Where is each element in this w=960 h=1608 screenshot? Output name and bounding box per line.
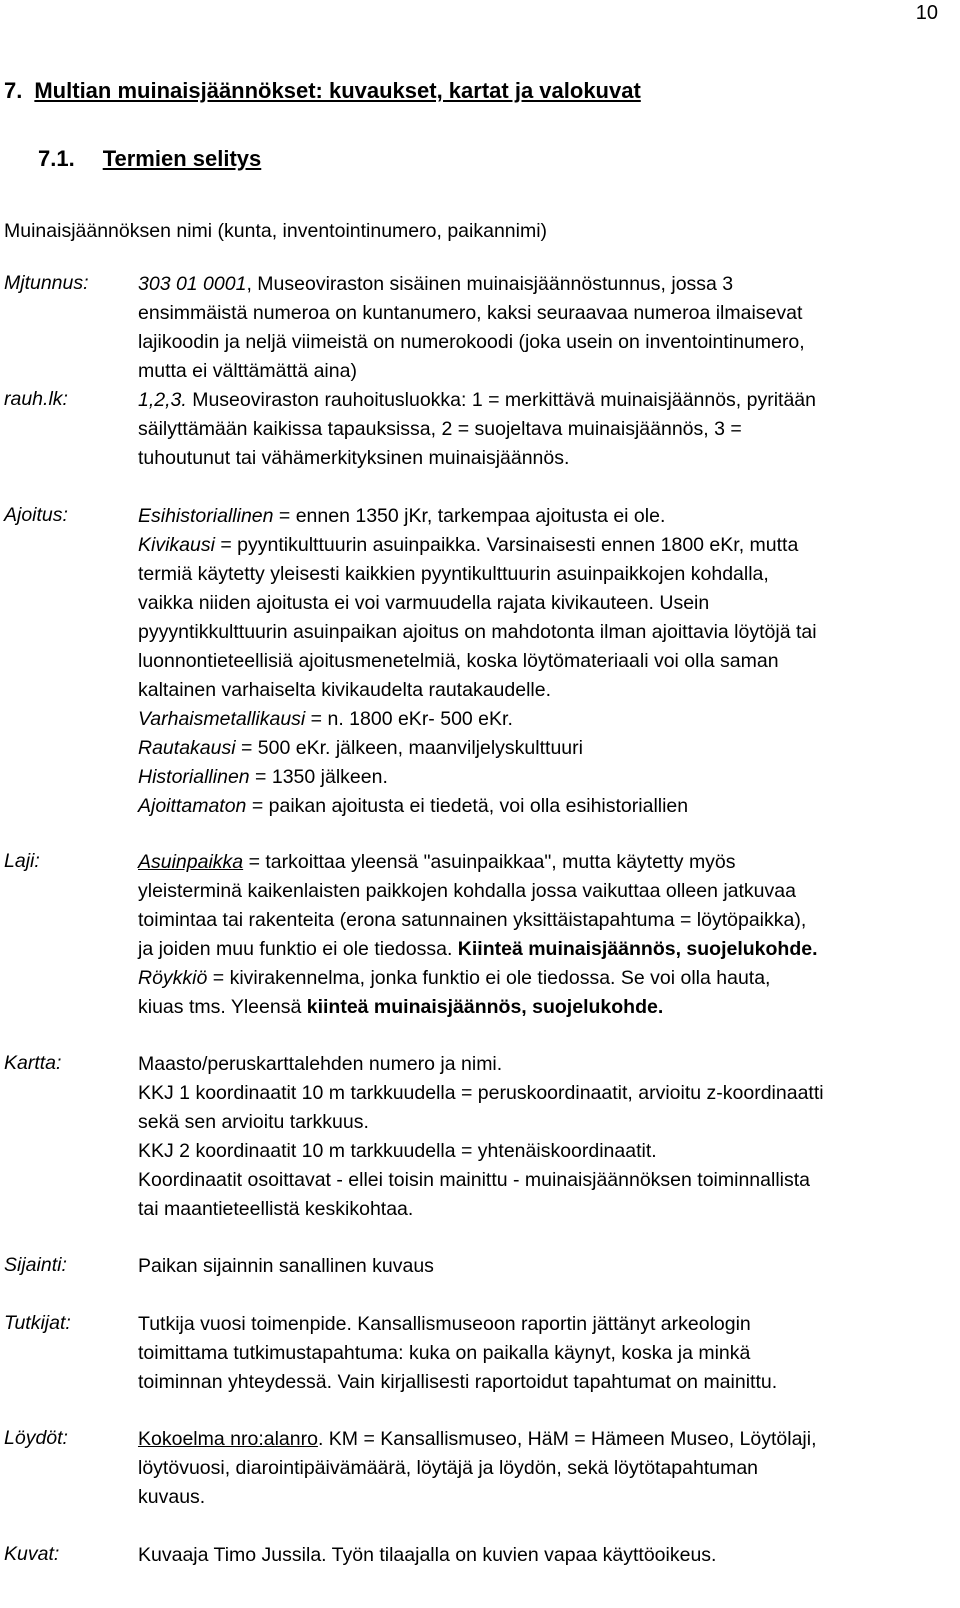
desc-mjtunnus — [138, 270, 938, 386]
desc-line: KKJ 1 koordinaatit 10 m tarkkuudella = peruskoordinaatit, arvioitu z-koordinaatti — [138, 1082, 824, 1104]
def-inline: = 500 eKr. jälkeen, maanviljelyskulttuuri — [235, 737, 583, 759]
desc-line: vaikka niiden ajoitusta ei voi varmuudella rajata kivikauteen. Usein — [138, 592, 710, 614]
term-inline: Kivikausi — [138, 534, 215, 556]
term-kuvat: Kuvat: — [4, 1543, 60, 1565]
desc-line: pyyyntikkulttuurin asuinpaikan ajoitus on mahdotonta ilman ajoittavia löytöjä tai — [138, 621, 817, 643]
desc-sijainti — [138, 1252, 938, 1281]
desc-line: Maasto/peruskarttalehden numero ja nimi. — [138, 1053, 503, 1075]
term-inline: Esihistoriallinen — [138, 505, 274, 527]
desc-ajoitus — [138, 502, 938, 821]
bold-phrase: Kiinteä muinaisjäännös, suojelukohde. — [457, 938, 818, 960]
intro-line: Muinaisjäännöksen nimi (kunta, inventointinumero, paikannimi) — [4, 220, 548, 242]
desc-line: Museoviraston rauhoitusluokka: 1 = merkittävä muinaisjäännös, pyritään — [186, 389, 816, 411]
def-inline: = pyyntikulttuurin asuinpaikka. Varsinaisesti ennen 1800 eKr, mutta — [214, 534, 799, 556]
term-inline: Rautakausi — [138, 737, 236, 759]
mjtunnus-code: 303 01 0001 — [138, 273, 247, 295]
def-inline: = n. 1800 eKr- 500 eKr. — [305, 708, 513, 730]
desc-line: ensimmäistä numeroa on kuntanumero, kaksi seuraavaa numeroa ilmaisevat — [138, 302, 803, 324]
desc-line: Tutkija vuosi toimenpide. Kansallismuseoon raportin jättänyt arkeologin — [138, 1313, 751, 1335]
desc-line: KKJ 2 koordinaatit 10 m tarkkuudella = yhtenäiskoordinaatit. — [138, 1140, 657, 1162]
term-laji: Laji: — [4, 850, 40, 872]
term-inline: Ajoittamaton — [138, 795, 247, 817]
desc-line: Koordinaatit osoittavat - ellei toisin mainittu - muinaisjäännöksen toiminnallista — [138, 1169, 811, 1191]
term-inline: Röykkiö — [138, 967, 208, 989]
def-inline: = kivirakennelma, jonka funktio ei ole tiedossa. Se voi olla hauta, — [207, 967, 771, 989]
section-heading — [4, 78, 641, 104]
term-inline: Historiallinen — [138, 766, 250, 788]
desc-line: sekä sen arvioitu tarkkuus. — [138, 1111, 369, 1133]
def-inline: = ennen 1350 jKr, tarkempaa ajoitusta ei ole. — [273, 505, 666, 527]
desc-line: kuvaus. — [138, 1486, 206, 1508]
bold-phrase: kiinteä muinaisjäännös, suojelukohde. — [306, 996, 664, 1018]
desc-line: toiminnan yhteydessä. Vain kirjallisesti raportoidut tapahtumat on mainittu. — [138, 1371, 778, 1393]
desc-line: . KM = Kansallismuseo, HäM = Hämeen Museo, Löytölaji, — [317, 1428, 817, 1450]
desc-line: ja joiden muu funktio ei ole tiedossa. — [138, 938, 458, 960]
desc-kartta — [138, 1050, 938, 1224]
section-title: Multian muinaisjäännökset: kuvaukset, kartat ja valokuvat — [34, 78, 641, 103]
term-loydot: Löydöt: — [4, 1427, 68, 1449]
term-inline: Varhaismetallikausi — [138, 708, 306, 730]
desc-loydot — [138, 1425, 938, 1512]
term-tutkijat: Tutkijat: — [4, 1312, 71, 1334]
desc-line: tai maantieteellistä keskikohtaa. — [138, 1198, 414, 1220]
desc-line: kaltainen varhaiselta kivikaudelta rautakaudelle. — [138, 679, 552, 701]
desc-kuvat — [138, 1541, 938, 1570]
def-inline: = tarkoittaa yleensä "asuinpaikkaa", mutta käytetty myös — [243, 851, 736, 873]
desc-line: mutta ei välttämättä aina) — [138, 360, 357, 382]
term-inline: Asuinpaikka — [138, 851, 244, 873]
desc-line: kiuas tms. Yleensä — [138, 996, 307, 1018]
page-number: 10 — [915, 2, 938, 24]
term-kartta: Kartta: — [4, 1052, 62, 1074]
desc-tutkijat — [138, 1310, 938, 1397]
desc-line: tuhoutunut tai vähämerkityksinen muinaisjäännös. — [138, 447, 570, 469]
desc-line: toimittama tutkimustapahtuma: kuka on paikalla käynyt, koska ja minkä — [138, 1342, 751, 1364]
desc-line: Paikan sijainnin sanallinen kuvaus — [138, 1255, 434, 1277]
def-inline: = 1350 jälkeen. — [249, 766, 388, 788]
desc-rauh — [138, 386, 938, 473]
desc-line: toimintaa tai rakenteita (erona satunnainen yksittäistapahtuma = löytöpaikka), — [138, 909, 807, 931]
desc-line: säilyttämään kaikissa tapauksissa, 2 = suojeltava muinaisjäännös, 3 = — [138, 418, 742, 440]
term-rauh: rauh.lk: — [4, 388, 68, 410]
term-ajoitus: Ajoitus: — [4, 504, 68, 526]
underlined-phrase: Kokoelma nro:alanro — [138, 1428, 318, 1450]
desc-line: luonnontieteellisiä ajoitusmenetelmiä, koska löytömateriaali voi olla saman — [138, 650, 779, 672]
desc-line: lajikoodin ja neljä viimeistä on numerokoodi (joka usein on inventointinumero, — [138, 331, 805, 353]
rauh-code: 1,2,3. — [138, 389, 187, 411]
desc-laji — [138, 848, 938, 1022]
def-inline: = paikan ajoitusta ei tiedetä, voi olla esihistoriallien — [246, 795, 689, 817]
section-number: 7. — [4, 78, 23, 103]
subsection-heading — [38, 146, 261, 172]
subsection-title: Termien selitys — [102, 146, 262, 171]
desc-line: termiä käytetty yleisesti kaikkien pyyntikulttuurin asuinpaikkojen kohdalla, — [138, 563, 769, 585]
term-mjtunnus: Mjtunnus: — [4, 272, 89, 294]
subsection-number: 7.1. — [38, 146, 75, 171]
desc-line: Kuvaaja Timo Jussila. Työn tilaajalla on kuvien vapaa käyttöoikeus. — [138, 1544, 717, 1566]
term-sijainti: Sijainti: — [4, 1254, 67, 1276]
desc-line: , Museoviraston sisäinen muinaisjäännöstunnus, jossa 3 — [246, 273, 734, 295]
desc-line: löytövuosi, diarointipäivämäärä, löytäjä ja löydön, sekä löytötapahtuman — [138, 1457, 759, 1479]
desc-line: yleisterminä kaikenlaisten paikkojen kohdalla jossa vaikuttaa olleen jatkuvaa — [138, 880, 796, 902]
